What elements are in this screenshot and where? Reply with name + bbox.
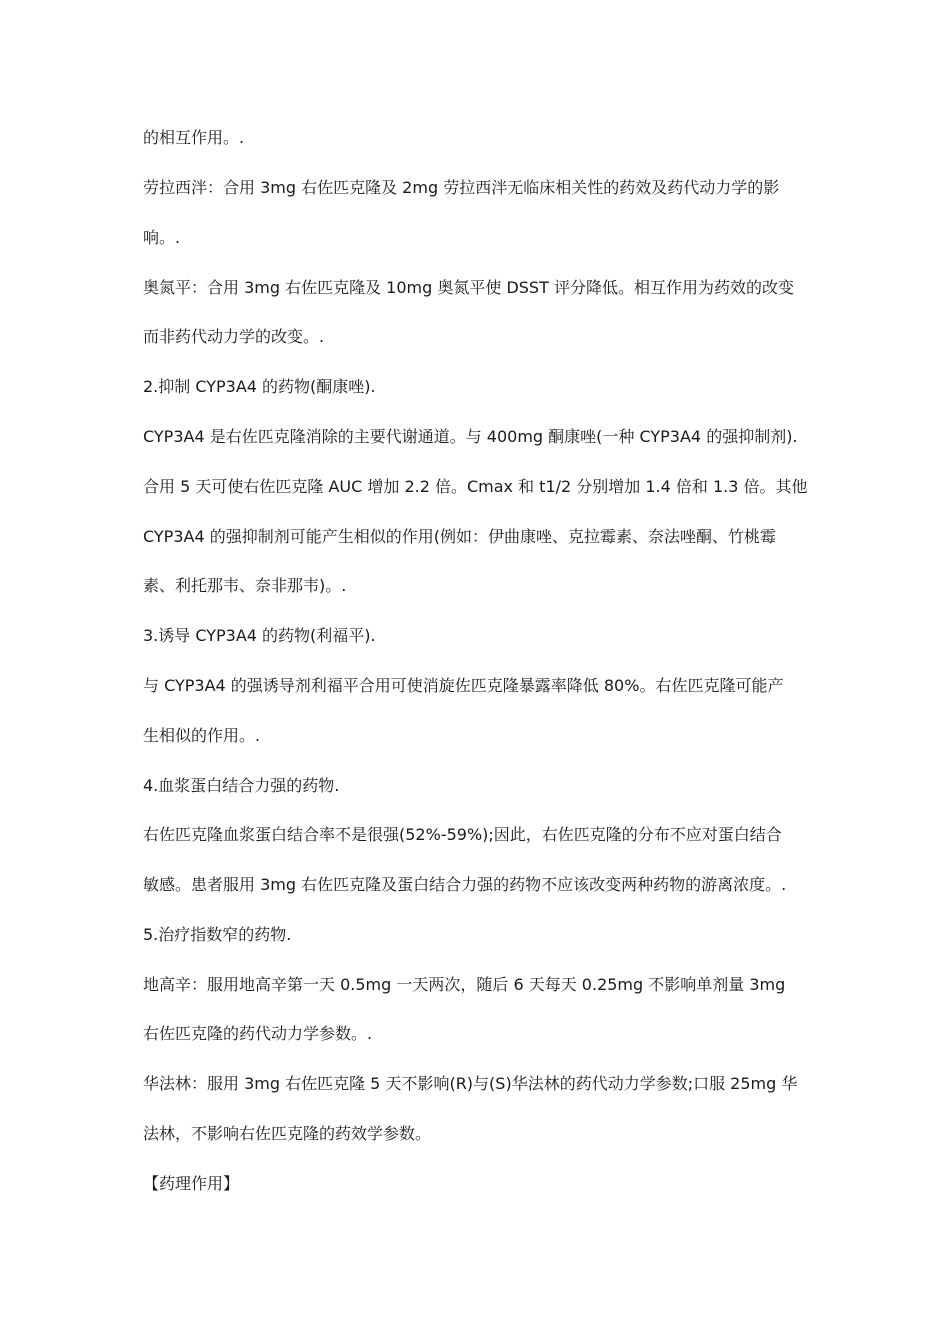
text-line: 地高辛：服用地高辛第一天 0.5mg 一天两次，随后 6 天每天 0.25mg 不影响单剂量 3mg xyxy=(143,975,786,994)
text-line: CYP3A4 的强抑制剂可能产生相似的作用(例如：伊曲康唑、克拉霉素、奈法唑酮、竹桃霉 xyxy=(143,527,776,546)
text-line: 的相互作用。. xyxy=(143,128,245,147)
text-line: 奥氮平：合用 3mg 右佐匹克隆及 10mg 奥氮平使 DSST 评分降低。相互作用为药效的改变 xyxy=(143,278,794,297)
text-line: 劳拉西泮：合用 3mg 右佐匹克隆及 2mg 劳拉西泮无临床相关性的药效及药代动力学的影 xyxy=(143,178,780,197)
text-line: 华法林：服用 3mg 右佐匹克隆 5 天不影响(R)与(S)华法林的药代动力学参数;口服 25mg 华 xyxy=(143,1074,798,1093)
section-heading: 4.血浆蛋白结合力强的药物. xyxy=(143,776,340,795)
section-heading: 【药理作用】 xyxy=(143,1174,240,1193)
text-line: 右佐匹克隆血浆蛋白结合率不是很强(52%-59%);因此，右佐匹克隆的分布不应对蛋白结合 xyxy=(143,825,782,844)
text-line: 与 CYP3A4 的强诱导剂利福平合用可使消旋佐匹克隆暴露率降低 80%。右佐匹克隆可能产 xyxy=(143,676,784,695)
section-heading: 3.诱导 CYP3A4 的药物(利福平). xyxy=(143,626,376,645)
text-line: 右佐匹克隆的药代动力学参数。. xyxy=(143,1024,373,1043)
text-line: 法林，不影响右佐匹克隆的药效学参数。 xyxy=(143,1124,432,1143)
section-heading: 2.抑制 CYP3A4 的药物(酮康唑). xyxy=(143,377,376,396)
text-line: 敏感。患者服用 3mg 右佐匹克隆及蛋白结合力强的药物不应该改变两种药物的游离浓度。. xyxy=(143,875,787,894)
text-line: 素、利托那韦、奈非那韦)。. xyxy=(143,576,347,595)
section-heading: 5.治疗指数窄的药物. xyxy=(143,925,292,944)
text-line: 响。. xyxy=(143,228,181,247)
text-line: 而非药代动力学的改变。. xyxy=(143,327,325,346)
text-line: 生相似的作用。. xyxy=(143,726,261,745)
text-line: 合用 5 天可使右佐匹克隆 AUC 增加 2.2 倍。Cmax 和 t1/2 分别增加 1.4 倍和 1.3 倍。其他 xyxy=(143,477,808,496)
text-line: CYP3A4 是右佐匹克隆消除的主要代谢通道。与 400mg 酮康唑(一种 CYP3A4 的强抑制剂). xyxy=(143,427,798,446)
